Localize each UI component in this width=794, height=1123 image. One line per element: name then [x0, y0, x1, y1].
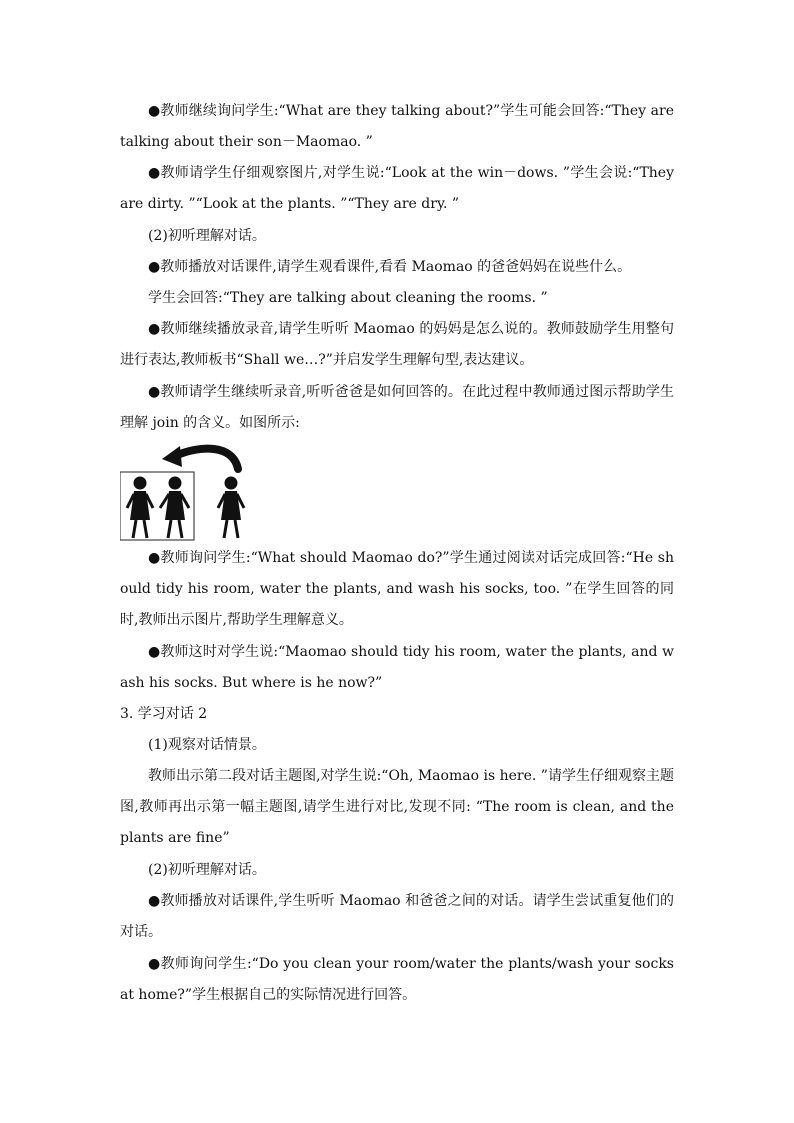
- curved-arrow-icon: [175, 449, 238, 469]
- paragraph-teacher-asks-talking-about: ●教师继续询问学生:“What are they talking about?”学生可能会回答:“They are talking about their son－Maomao. ”: [120, 103, 674, 150]
- paragraph-where-is-he-now: ●教师这时对学生说:“Maomao should tidy his room, water the plants, and wash his socks. But where is he now?”: [120, 644, 674, 691]
- paragraph-what-should-maomao-do: ●教师询问学生:“What should Maomao do?”学生通过阅读对话完成回答:“He should tidy his room, water the plants, and wash his socks, too. ”在学生回答的同时,教师出示图片,帮助学生理解意义。: [120, 550, 674, 628]
- arrow-head-icon: [162, 446, 182, 467]
- join-illustration: [120, 442, 250, 542]
- paragraph-do-you-clean: ●教师询问学生:“Do you clean your room/water the plants/wash your socks at home?”学生根据自己的实际情况进行回答。: [120, 956, 674, 1003]
- girl-figure-left-icon: [127, 477, 153, 538]
- section-heading-dialogue-2: 3. 学习对话 2: [120, 706, 208, 722]
- paragraph-play-courseware: ●教师播放对话课件,请学生观看课件,看看 Maomao 的爸爸妈妈在说些什么。: [148, 259, 632, 275]
- join-figure-icon: [120, 442, 250, 542]
- girl-figure-middle-icon: [160, 477, 189, 538]
- paragraph-shall-we: ●教师继续播放录音,请学生听听 Maomao 的妈妈是怎么说的。教师鼓励学生用整句进行表达,教师板书“Shall we…?”并启发学生理解句型,表达建议。: [120, 321, 674, 368]
- paragraph-first-listening-heading: (2)初听理解对话。: [148, 228, 266, 244]
- paragraph-first-listening-heading-2: (2)初听理解对话。: [148, 862, 266, 878]
- paragraph-observe-picture: ●教师请学生仔细观察图片,对学生说:“Look at the win－dows. ”学生会说:“They are dirty. ”“Look at the plants. ”“They are dry. ”: [120, 165, 674, 212]
- paragraph-student-answer-cleaning: 学生会回答:“They are talking about cleaning the rooms. ”: [148, 290, 548, 306]
- paragraph-observe-scene-heading: (1)观察对话情景。: [148, 737, 266, 753]
- paragraph-join-meaning: ●教师请学生继续听录音,听听爸爸是如何回答的。在此过程中教师通过图示帮助学生理解 join 的含义。如图所示:: [120, 384, 674, 431]
- paragraph-maomao-is-here: 教师出示第二段对话主题图,对学生说:“Oh, Maomao is here. ”请学生仔细观察主题图,教师再出示第一幅主题图,请学生进行对比,发现不同: “The room is clean, and the plants are fine”: [120, 768, 674, 846]
- paragraph-play-dialogue-2: ●教师播放对话课件,学生听听 Maomao 和爸爸之间的对话。请学生尝试重复他们的对话。: [120, 893, 674, 940]
- girl-figure-right-icon: [218, 477, 244, 538]
